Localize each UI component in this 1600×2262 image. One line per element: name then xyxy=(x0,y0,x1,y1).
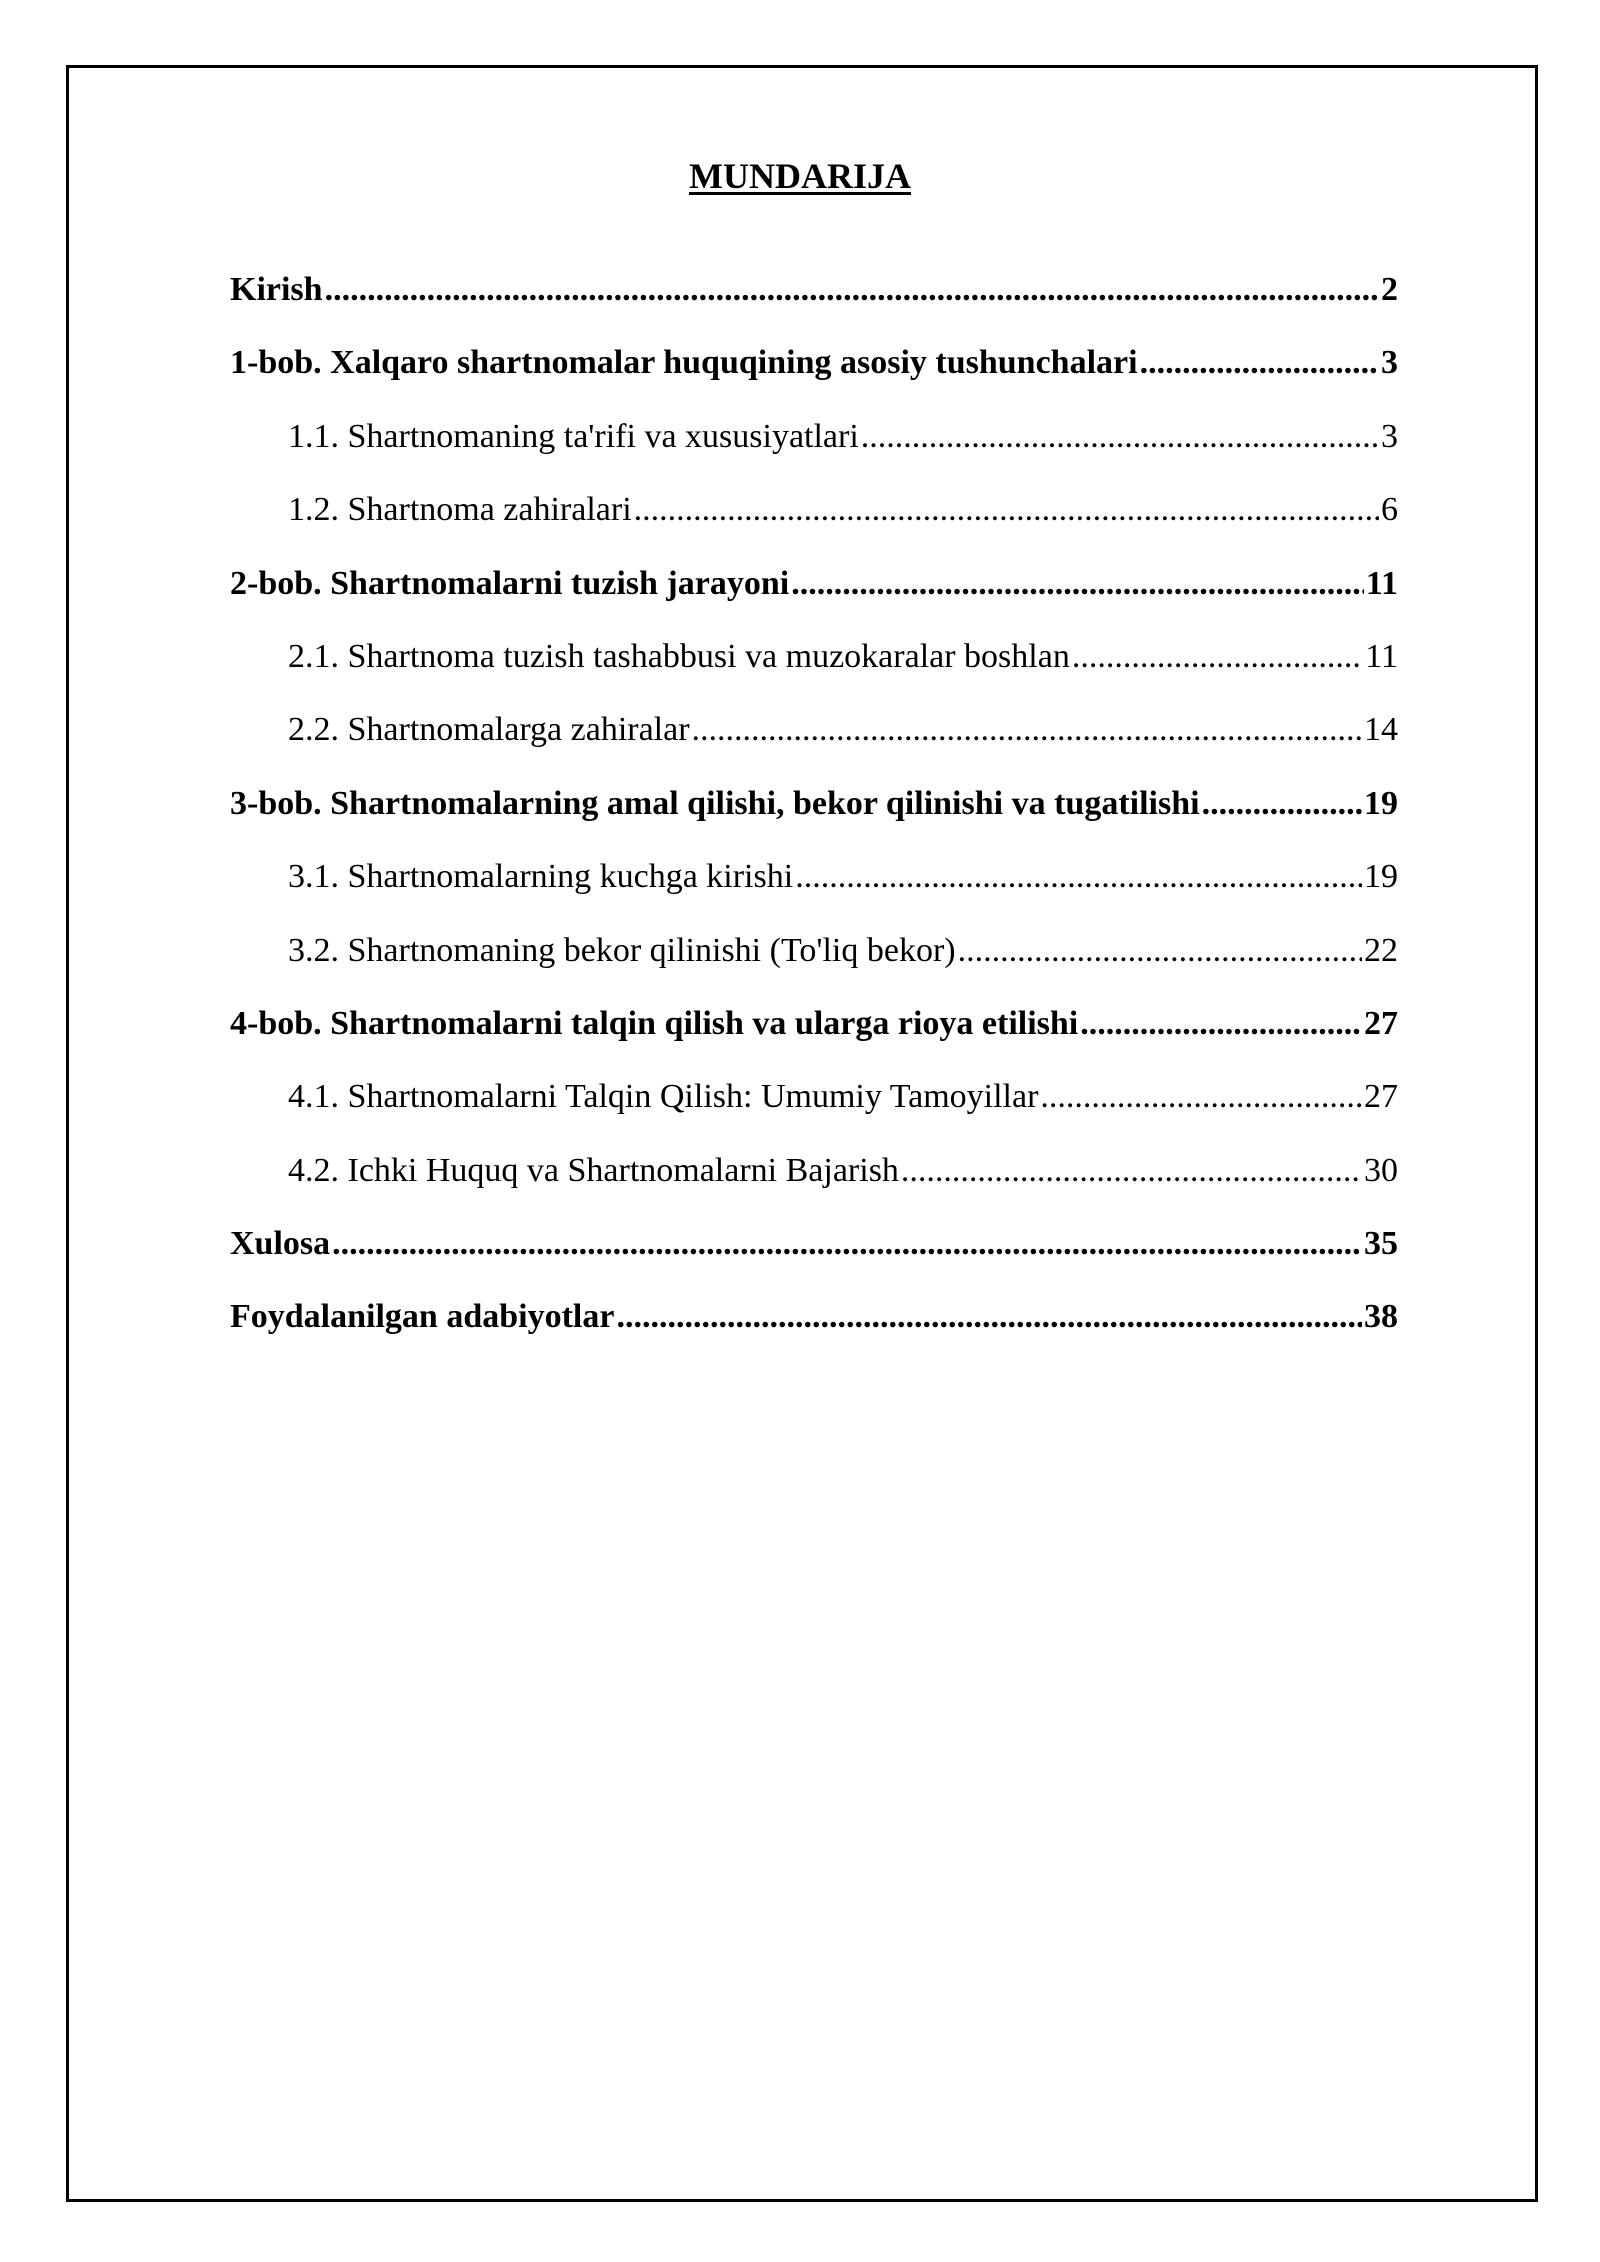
toc-entry-page: 38 xyxy=(1364,1298,1398,1336)
toc-entry-label: 4-bob. Shartnomalarni talqin qilish va ularga rioya etilishi xyxy=(230,1004,1079,1042)
toc-dot-leader xyxy=(325,264,1379,316)
toc-entry-page: 6 xyxy=(1381,491,1398,529)
toc-dot-leader xyxy=(1080,998,1362,1050)
toc-entry[interactable] xyxy=(230,558,1398,631)
toc-entry[interactable] xyxy=(230,1071,1398,1144)
toc-dot-leader xyxy=(1072,631,1363,683)
toc-entry-page: 30 xyxy=(1364,1151,1398,1189)
toc-entry-page: 35 xyxy=(1364,1225,1398,1263)
toc-entry-label: 2-bob. Shartnomalarni tuzish jarayoni xyxy=(230,564,790,602)
toc-title: MUNDARIJA xyxy=(689,156,911,196)
toc-entry-label: 2.1. Shartnoma tuzish tashabbusi va muzokaralar boshlan xyxy=(288,637,1070,675)
toc-entry-label: 1-bob. Xalqaro shartnomalar huquqining asosiy tushunchalari xyxy=(230,344,1138,382)
toc-entry[interactable] xyxy=(230,851,1398,924)
toc-entry-page: 11 xyxy=(1365,564,1398,602)
toc-entry[interactable] xyxy=(230,1291,1398,1364)
toc-dot-leader xyxy=(1040,1071,1362,1123)
toc-entry-label: 3.2. Shartnomaning bekor qilinishi (To'liq bekor) xyxy=(288,931,956,969)
toc-entry[interactable] xyxy=(230,484,1398,557)
toc-entry-label: 3.1. Shartnomalarning kuchga kirishi xyxy=(288,858,794,896)
toc-entry-label: 4.2. Ichki Huquq va Shartnomalarni Bajarish xyxy=(288,1151,899,1189)
toc-entry-page: 3 xyxy=(1381,344,1398,382)
toc-entry-label: Foydalanilgan adabiyotlar xyxy=(230,1298,615,1336)
toc-entry-label: Xulosa xyxy=(230,1225,331,1263)
toc-dot-leader xyxy=(332,1218,1362,1270)
toc-entry-page: 19 xyxy=(1364,784,1398,822)
toc-entry-page: 2 xyxy=(1381,271,1398,308)
toc-dot-leader xyxy=(692,704,1362,756)
toc-entry-label: 3-bob. Shartnomalarning amal qilishi, bekor qilinishi va tugatilishi xyxy=(230,784,1200,822)
toc-entry[interactable] xyxy=(230,998,1398,1071)
toc-entry-page: 14 xyxy=(1364,711,1398,749)
toc-entry[interactable] xyxy=(230,1218,1398,1291)
toc-entry[interactable] xyxy=(230,704,1398,777)
toc-dot-leader xyxy=(634,484,1379,536)
toc-dot-leader xyxy=(901,1145,1362,1197)
toc-entry[interactable] xyxy=(230,631,1398,704)
toc-entry-label: 1.2. Shartnoma zahiralari xyxy=(288,491,632,529)
toc-entry-page: 22 xyxy=(1364,931,1398,969)
toc-dot-leader xyxy=(1202,778,1362,830)
toc-entry[interactable] xyxy=(230,1145,1398,1218)
toc-dot-leader xyxy=(791,558,1364,610)
toc-entry-label: 1.1. Shartnomaning ta'rifi va xususiyatlari xyxy=(288,417,859,455)
toc-entry-page: 19 xyxy=(1364,858,1398,896)
toc-entry-page: 11 xyxy=(1365,637,1398,675)
toc-entry[interactable] xyxy=(230,778,1398,851)
toc-entry-page: 27 xyxy=(1364,1078,1398,1116)
toc-entry-label: 4.1. Shartnomalarni Talqin Qilish: Umumiy Tamoyillar xyxy=(288,1078,1039,1116)
toc-entry[interactable] xyxy=(230,925,1398,998)
toc-entry-page: 3 xyxy=(1381,417,1398,455)
toc-dot-leader xyxy=(1140,337,1379,389)
toc-dot-leader xyxy=(958,925,1362,977)
toc-dot-leader xyxy=(795,851,1362,903)
toc-entry[interactable] xyxy=(230,264,1398,337)
toc-dot-leader xyxy=(616,1291,1362,1343)
toc-entry[interactable] xyxy=(230,411,1398,484)
toc-entry-label: 2.2. Shartnomalarga zahiralar xyxy=(288,711,690,749)
toc-entry-page: 27 xyxy=(1364,1004,1398,1042)
table-of-contents xyxy=(230,264,1398,1365)
toc-dot-leader xyxy=(861,411,1379,463)
toc-entry-label: Kirish xyxy=(230,271,323,308)
toc-entry[interactable] xyxy=(230,337,1398,410)
